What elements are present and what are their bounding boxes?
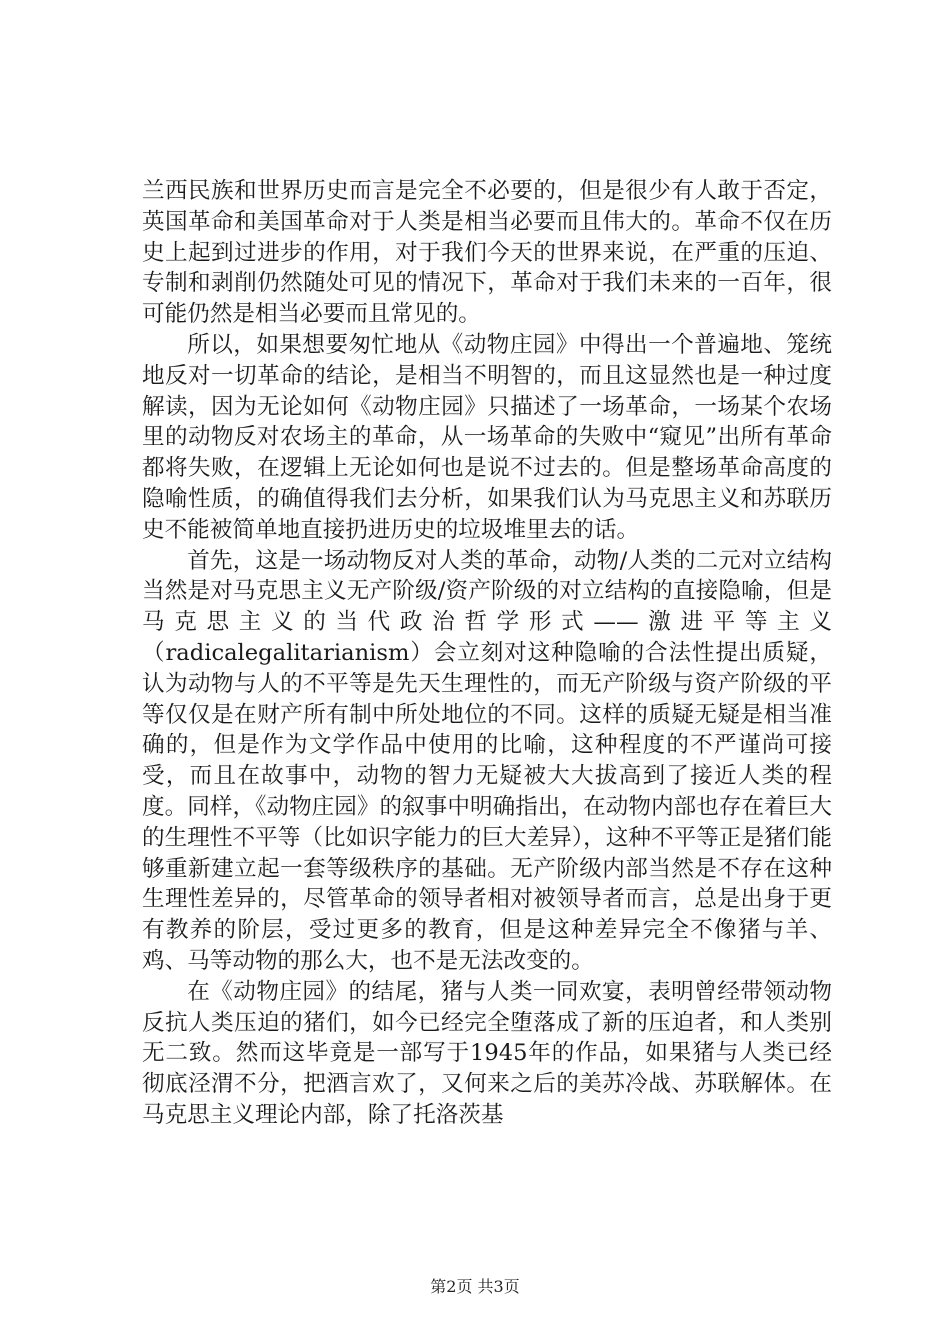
page-footer: 第2页 共3页: [430, 1277, 520, 1296]
paragraph-1: 兰西民族和世界历史而言是完全不必要的，但是很少有人敢于否定，英国革命和美国革命对于人类是相当必要而且伟大的。革命不仅在历史上起到过进步的作用，对于我们今天的世界来说，在严重的压迫、专制和剥削仍然随处可见的情况下，革命对于我们未来的一百年，很可能仍然是相当必要而且常见的。: [142, 178, 832, 328]
document-body: [142, 176, 832, 1131]
paragraph-3: 首先，这是一场动物反对人类的革命，动物/人类的二元对立结构当然是对马克思主义无产阶级/资产阶级的对立结构的直接隐喻，但是马克思主义的当代政治哲学形式——激进平等主义（radicalegalitarianism）会立刻对这种隐喻的合法性提出质疑，认为动物与人的不平等是先天生理性的，而无产阶级与资产阶级的平等仅仅是在财产所有制中所处地位的不同。这样的质疑无疑是相当准确的，但是作为文学作品中使用的比喻，这种程度的不严谨尚可接受，而且在故事中，动物的智力无疑被大大拔高到了接近人类的程度。同样，《动物庄园》的叙事中明确指出，在动物内部也存在着巨大的生理性不平等（比如识字能力的巨大差异），这种不平等正是猪们能够重新建立起一套等级秩序的基础。无产阶级内部当然是不存在这种生理性差异的，尽管革命的领导者相对被领导者而言，总是出身于更有教养的阶层，受过更多的教育，但是这种差异完全不像猪与羊、鸡、马等动物的那么大，也不是无法改变的。: [142, 547, 832, 974]
paragraph-2: 所以，如果想要匆忙地从《动物庄园》中得出一个普遍地、笼统地反对一切革命的结论，是相当不明智的，而且这显然也是一种过度解读，因为无论如何《动物庄园》只描述了一场革命，一场某个农场里的动物反对农场主的革命，从一场革命的失败中“窥见”出所有革命都将失败，在逻辑上无论如何也是说不过去的。但是整场革命高度的隐喻性质，的确值得我们去分析，如果我们认为马克思主义和苏联历史不能被简单地直接扔进历史的垃圾堆里去的话。: [142, 331, 832, 543]
paragraph-4: 在《动物庄园》的结尾，猪与人类一同欢宴，表明曾经带领动物反抗人类压迫的猪们，如今已经完全堕落成了新的压迫者，和人类别无二致。然而这毕竟是一部写于1945年的作品，如果猪与人类已经彻底泾渭不分，把酒言欢了，又何来之后的美苏冷战、苏联解体。在马克思主义理论内部，除了托洛茨基: [142, 978, 832, 1128]
